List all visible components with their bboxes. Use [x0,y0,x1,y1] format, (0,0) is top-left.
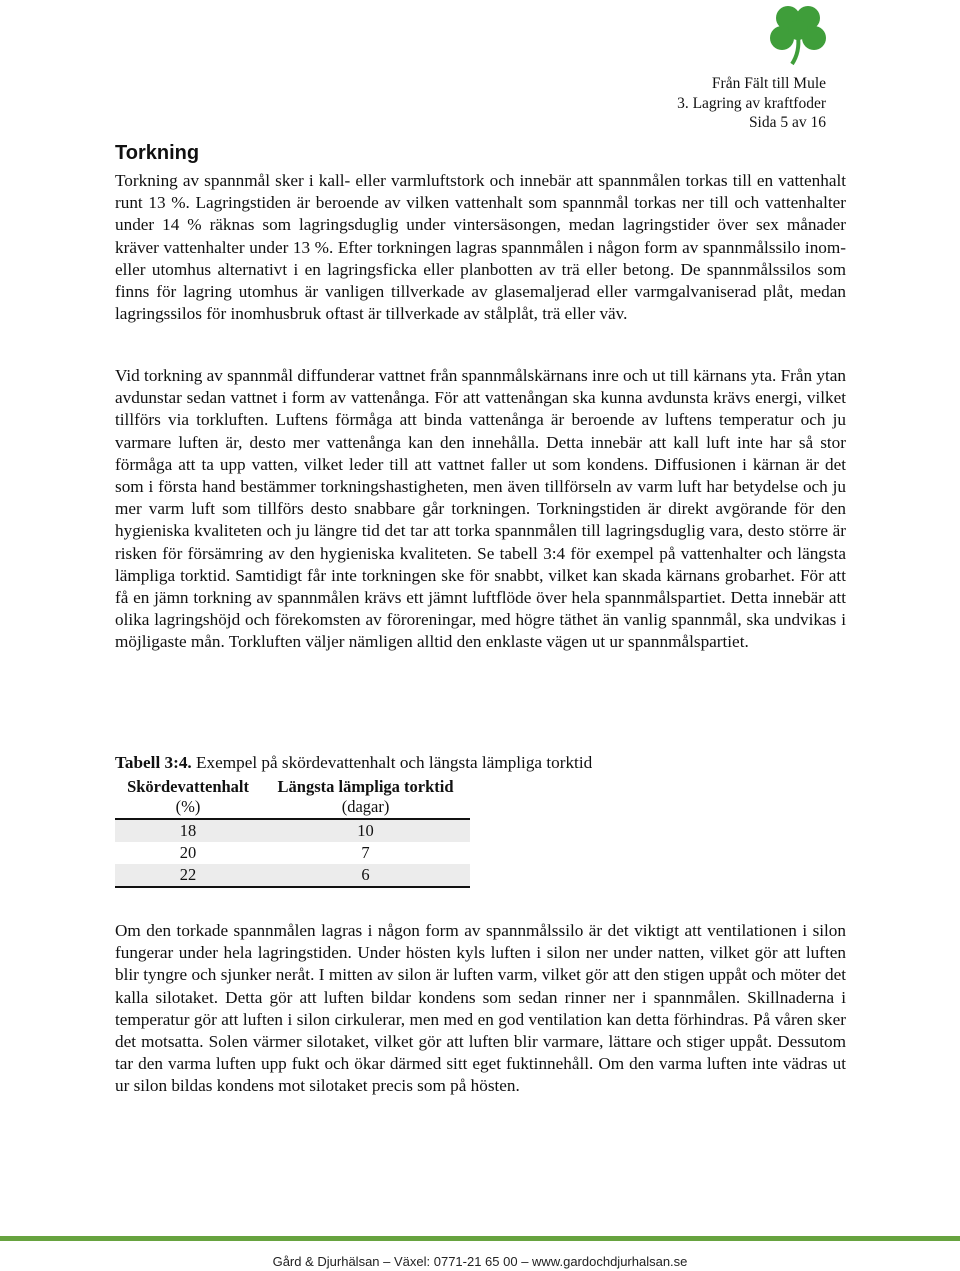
table-cell-days: 10 [261,819,470,842]
paragraph-3: Om den torkade spannmålen lagras i någon form av spannmålssilo är det viktigt att ventilationen i silon fungerar under hela lagringstiden. Under hösten kyls luften i silon ner under natten, vilket gör att luften blir tyngre och sjunker neråt. I mitten av silon är luften varm, vilket gör att den stigen uppåt och möter det kalla silotaket. Detta gör att luften bildar kondens som sedan rinner ner i spannmålen. Skillnaderna i temperatur gör att luften i silon cirkulerar, men med en god ventilation kan detta förhindras. På våren sker det motsatta. Solen värmer silotaket, vilket gör att luften blir varmare, lättare och stiger uppåt. Dessutom tar den varma luften upp fukt och ökar därmed sitt eget fuktinnehåll. Om den varma luften inte vädras ut ur silon bildas kondens mot silotaket precis som på hösten. [115,921,846,1096]
column-unit-moisture: (%) [115,797,261,819]
header-page-number: Sida 5 av 16 [748,114,826,131]
table-row [115,842,470,864]
table-caption-label: Tabell 3:4. [115,753,192,772]
clover-logo-icon [764,0,834,66]
drying-time-table [115,777,470,888]
footer-contact: Gård & Djurhälsan – Växel: 0771-21 65 00 – www.gardochdjurhalsan.se [272,1254,688,1269]
table-caption-text: Exempel på skördevattenhalt och längsta lämpliga torktid [191,753,593,772]
header-document-title: Från Fält till Mule [711,75,826,92]
column-header-moisture: Skördevattenhalt [127,777,249,796]
table-cell-moisture: 22 [115,864,261,887]
table-cell-moisture: 20 [179,843,197,862]
footer-divider [0,1236,960,1241]
column-unit-drying-time: (dagar) [261,797,470,819]
paragraph-2: Vid torkning av spannmål diffunderar vattnet från spannmålskärnans inre och ut till kärnans yta. Från ytan avdunstar sedan vattnet i form av vattenånga. För att vattenångan ska kunna avdunsta krävs energi, vilket tillförs via torkluften. Luftens förmåga att binda vattenånga är beroende av luftens temperatur och ju varmare luften är, desto mer vattenånga kan den innehålla. Detta innebär att kall luft inte har så stor förmåga att ta upp vatten, vilket leder till att vattnet faller ut som kondens. Diffusionen i kärnan är det som i första hand bestämmer torkningshastigheten, men även tillförseln av varm luft har betydelse och ju mer varm luft som tillförs desto snabbare går torkningen. Torkningstiden är direkt avgörande för den hygieniska kvaliteten och ju längre tid det tar att torka spannmålen till lagringsduglig vara, desto större är risken för försämring av den hygieniska kvaliteten. Se tabell 3:4 för exempel på vattenhalter och längsta lämpliga torktid. Samtidigt får inte torkningen ske för snabbt, vilket kan skada kärnans grobarhet. För att få en jämn torkning av spannmålen krävs ett jämnt luftflöde över hela spannmålspartiet. Detta innebär att olika lagringshöjd och förekomsten av föroreningar, med högre täthet än vanlig spannmål, ska undvikas i möjligaste mån. Torkluften väljer nämligen alltid den enklaste vägen ut ur spannmålspartiet. [115,366,846,652]
table-caption [115,753,592,773]
table-row [115,864,470,887]
column-header-drying-time: Längsta lämpliga torktid [277,777,454,796]
section-heading: Torkning [115,142,200,164]
paragraph-1: Torkning av spannmål sker i kall- eller varmluftstork och innebär att spannmålen torkas till en vattenhalt runt 13 %. Lagringstiden är beroende av vilken vattenhalt som spannmål torkas ner till och vattenhalter under 14 % räknas som lagringsduglig under vintersäsongen, medan lagringstider över sex månader kräver vattenhalter under 13 %. Efter torkningen lagras spannmålen i någon form av spannmålssilo inom- eller utomhus alternativt i en lagringsficka eller planbotten av trä eller betong. De spannmålssilos som finns för lagring utomhus är vanligen tillverkade av glasemaljerad eller varmgalvaniserad plåt, medan lagringssilos för inomhusbruk oftast är tillverkade av stålplåt, trä eller väv. [115,171,846,324]
table-cell-moisture: 18 [115,819,261,842]
header-chapter: 3. Lagring av kraftfoder [677,94,826,112]
table-cell-days: 7 [361,843,370,862]
table-cell-days: 6 [261,864,470,887]
table-row [115,819,470,842]
document-header [677,74,826,133]
